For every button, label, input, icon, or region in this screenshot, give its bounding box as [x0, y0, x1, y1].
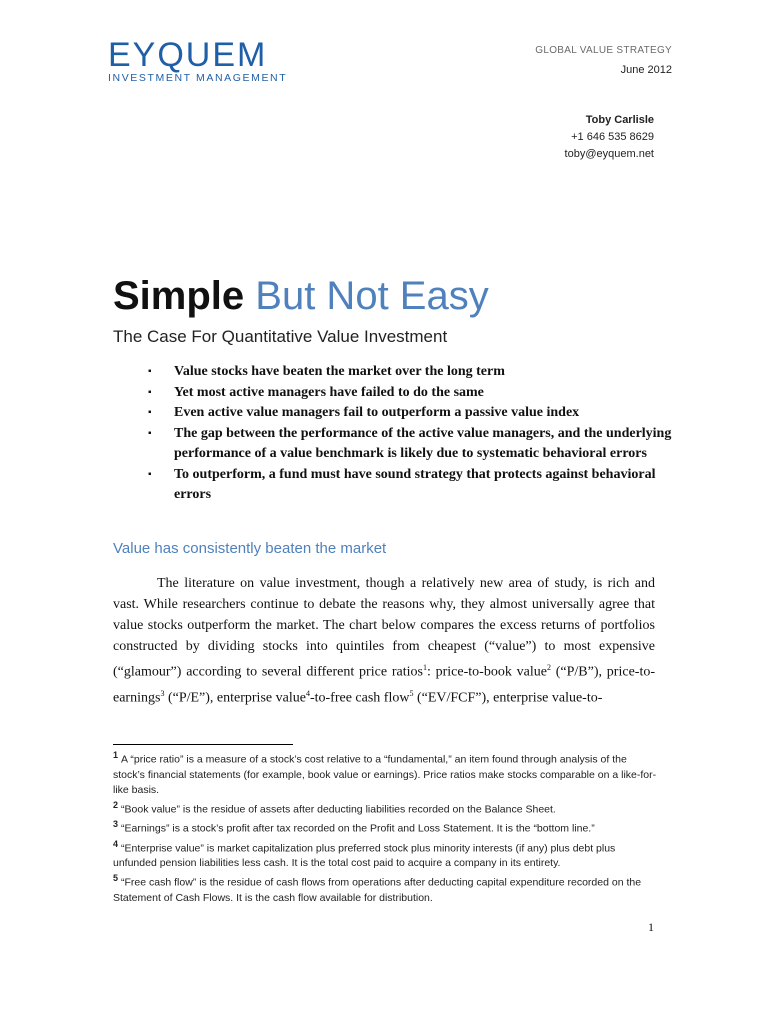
footnote-number: 4 [113, 838, 119, 849]
footnote [113, 748, 661, 798]
footnote-text: “Free cash flow” is the residue of cash flows from operations after deducting capital expenditure recorded on the Statement of Cash Flows. It is the cash flow available for distribution. [113, 876, 642, 904]
footnote-text: “Earnings” is a stock’s profit after tax recorded on the Profit and Loss Statement. It is the “bottom line.” [121, 822, 595, 835]
logo-wordmark: EYQUEM [108, 36, 268, 74]
page-number: 1 [648, 920, 654, 934]
bullet-text: Yet most active managers have failed to do the same [174, 384, 484, 400]
report-date: June 2012 [620, 64, 672, 76]
list-item [148, 424, 678, 465]
bullet-icon: ▪ [148, 366, 152, 377]
title-part-1: Simple [113, 274, 245, 318]
bullet-text: Even active value managers fail to outperform a passive value index [174, 405, 580, 420]
list-item [148, 465, 678, 506]
footnote-text: “Enterprise value” is market capitalization plus preferred stock plus minority interests (if any) plus debt plus unfunded pension liabilities less cash. It is the total cost paid to acquire a company in its entirety. [113, 842, 616, 869]
page-title [113, 272, 489, 320]
author-email: toby@eyquem.net [564, 148, 654, 160]
footnote-number: 3 [113, 819, 119, 829]
summary-bullets [148, 362, 678, 506]
footnote-text: A “price ratio” is a measure of a stock’s cost relative to a “fundamental,” an item found through analysis of the stock’s financial statements (for example, book value or earnings). Price ratios make stocks comparable on a like-for-like basis. [113, 753, 657, 796]
logo-tagline: INVESTMENT MANAGEMENT [108, 72, 288, 84]
list-item [148, 403, 678, 424]
footnote [113, 798, 661, 818]
list-item [148, 383, 678, 404]
body-text-5: -to-free cash flow [309, 690, 410, 706]
body-text-3: (“P/B”), price-to-earnings [113, 664, 655, 706]
footnote [113, 817, 661, 837]
body-text-1: The literature on value investment, though a relatively new area of study, is rich and vast. While researchers continue to debate the reasons why, they almost universally agree that value stocks outperform the market. The chart below compares the excess returns of portfolios constructed by dividing stocks into quintiles from cheapest (“value”) to most expensive (“glamour”) according to several different price ratios [113, 576, 655, 680]
footnote [113, 871, 661, 906]
footnote-number: 1 [113, 750, 119, 760]
author-contact [565, 112, 654, 163]
footnote-divider [113, 744, 293, 745]
author-name: Toby Carlisle [585, 114, 654, 126]
report-series: GLOBAL VALUE STRATEGY [535, 45, 672, 56]
footnote-ref-3: 3 [160, 688, 165, 698]
footnote-ref-2: 2 [546, 663, 551, 672]
bullet-text: Value stocks have beaten the market over the long term [174, 364, 505, 379]
bullet-text: The gap between the performance of the active value managers, and the underlying performance of a value benchmark is likely due to systematic behavioral errors [174, 425, 672, 461]
body-paragraph [113, 573, 655, 708]
bullet-icon: ▪ [148, 468, 152, 480]
section-heading: Value has consistently beaten the market [113, 540, 387, 557]
bullet-icon: ▪ [148, 407, 152, 418]
body-text-2: : price-to-book value [426, 664, 547, 680]
footnote-number: 2 [113, 799, 119, 810]
bullet-text: To outperform, a fund must have sound strategy that protects against behavioral errors [174, 466, 656, 502]
body-text-4: (“P/E”), enterprise value [164, 690, 306, 706]
footnote-ref-5: 5 [409, 688, 414, 698]
footnote-ref-1: 1 [422, 663, 427, 672]
title-part-2: But Not Easy [255, 274, 489, 318]
bullet-icon: ▪ [148, 427, 152, 439]
company-logo [108, 36, 308, 84]
list-item [148, 362, 678, 383]
footnote-ref-4: 4 [305, 688, 310, 698]
author-phone: +1 646 535 8629 [571, 131, 654, 143]
page-subtitle: The Case For Quantitative Value Investment [113, 327, 448, 346]
footnote [113, 837, 661, 872]
footnotes [113, 748, 661, 906]
footnote-number: 5 [113, 873, 119, 883]
footnote-text: “Book value” is the residue of assets after deducting liabilities recorded on the Balance Sheet. [121, 803, 556, 815]
body-text-6: (“EV/FCF”), enterprise value-to- [413, 690, 603, 706]
bullet-icon: ▪ [148, 386, 152, 398]
